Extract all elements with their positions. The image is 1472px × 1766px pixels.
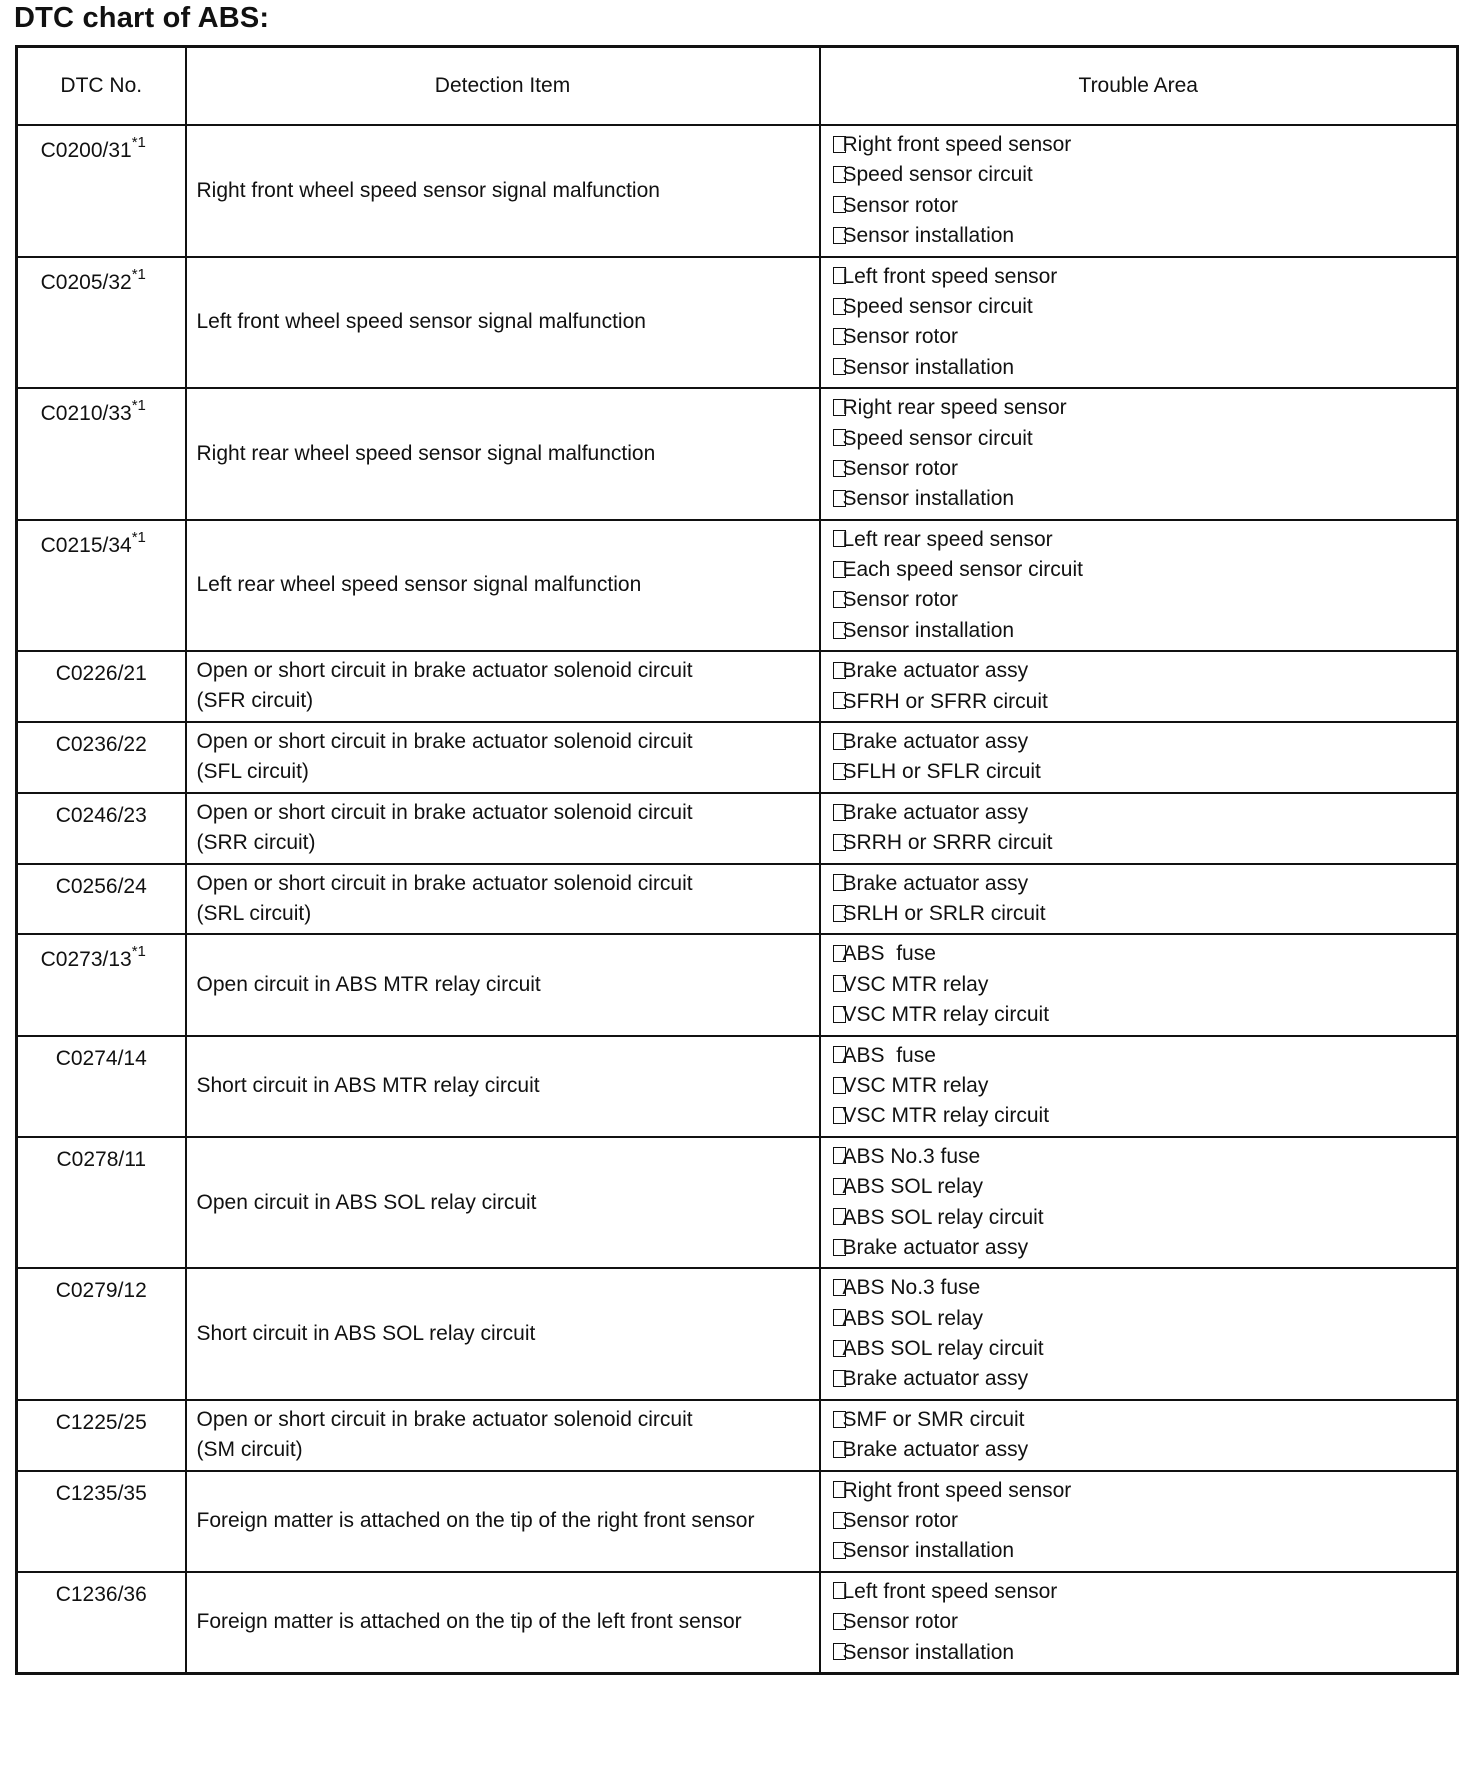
detection-item-line: Right rear wheel speed sensor signal malfunction xyxy=(196,441,656,465)
trouble-area-item xyxy=(833,130,1457,160)
dtc-code-text: C1236/36 xyxy=(55,1582,147,1606)
trouble-area-item xyxy=(833,393,1457,423)
dtc-code-text: C0246/23 xyxy=(55,803,147,827)
detection-item-cell xyxy=(186,125,820,257)
trouble-area-item xyxy=(833,160,1457,190)
dtc-code-text: C1235/35 xyxy=(55,1481,147,1505)
detection-item-cell xyxy=(186,1137,820,1269)
detection-item-cell xyxy=(186,1471,820,1572)
dtc-code-cell xyxy=(17,1572,186,1674)
detection-item-line: Open circuit in ABS SOL relay circuit xyxy=(196,1190,537,1214)
dtc-code-cell xyxy=(17,388,186,520)
trouble-area-text: VSC MTR relay circuit xyxy=(842,1104,1050,1128)
checkbox-square-icon xyxy=(833,1239,846,1256)
checkbox-square-icon xyxy=(833,1147,846,1164)
trouble-area-cell xyxy=(820,1572,1458,1674)
dtc-code-cell xyxy=(17,793,186,864)
trouble-area-item xyxy=(833,1304,1457,1334)
trouble-area-cell xyxy=(820,388,1458,520)
table-row xyxy=(17,1137,1458,1269)
footnote-marker: *1 xyxy=(131,397,146,415)
checkbox-square-icon xyxy=(833,945,846,962)
trouble-area-text: Brake actuator assy xyxy=(842,800,1029,824)
checkbox-square-icon xyxy=(833,1178,846,1195)
dtc-code-cell xyxy=(17,520,186,652)
checkbox-square-icon xyxy=(833,136,846,153)
table-row xyxy=(17,651,1458,722)
checkbox-square-icon xyxy=(833,1411,846,1428)
checkbox-square-icon xyxy=(833,692,846,709)
trouble-area-text: ABS SOL relay xyxy=(842,1306,983,1330)
table-row xyxy=(17,520,1458,652)
trouble-area-cell xyxy=(820,793,1458,864)
trouble-area-item xyxy=(833,1273,1457,1303)
trouble-area-text: Sensor rotor xyxy=(842,588,959,612)
checkbox-square-icon xyxy=(833,1481,846,1498)
trouble-area-text: Left front speed sensor xyxy=(842,264,1058,288)
trouble-area-text: SFRH or SFRR circuit xyxy=(842,689,1048,713)
dtc-code xyxy=(18,1269,185,1303)
trouble-area-item xyxy=(833,191,1457,221)
trouble-area-cell xyxy=(820,1400,1458,1471)
table-row xyxy=(17,257,1458,389)
detection-item-line: Short circuit in ABS SOL relay circuit xyxy=(196,1322,536,1346)
checkbox-square-icon xyxy=(833,298,846,315)
trouble-area-item xyxy=(833,1041,1457,1071)
detection-item-cell xyxy=(186,1036,820,1137)
checkbox-square-icon xyxy=(833,460,846,477)
trouble-area-item xyxy=(833,727,1457,757)
dtc-code-text: C0236/22 xyxy=(55,733,147,757)
trouble-area-text: Sensor installation xyxy=(842,1539,1015,1563)
dtc-code-text: C0226/21 xyxy=(55,662,147,686)
trouble-area-text: Sensor installation xyxy=(842,487,1015,511)
trouble-area-cell xyxy=(820,125,1458,257)
table-row xyxy=(17,934,1458,1035)
checkbox-square-icon xyxy=(833,1542,846,1559)
checkbox-square-icon xyxy=(833,227,846,244)
detection-item-line: (SRL circuit) xyxy=(196,901,312,925)
detection-item-line: (SFR circuit) xyxy=(196,689,314,713)
header-dtc-no: DTC No. xyxy=(17,47,186,126)
trouble-area-text: Brake actuator assy xyxy=(842,659,1029,683)
checkbox-square-icon xyxy=(833,1340,846,1357)
dtc-code xyxy=(18,389,185,426)
trouble-area-item xyxy=(833,1506,1457,1536)
trouble-area-text: Right rear speed sensor xyxy=(842,396,1067,420)
trouble-area-text: ABS No.3 fuse xyxy=(842,1144,981,1168)
table-row xyxy=(17,388,1458,520)
checkbox-square-icon xyxy=(833,763,846,780)
trouble-area-item xyxy=(833,1476,1457,1506)
dtc-code-cell xyxy=(17,125,186,257)
table-row xyxy=(17,1036,1458,1137)
checkbox-square-icon xyxy=(833,196,846,213)
detection-item-line: Right front wheel speed sensor signal malfunction xyxy=(196,178,660,202)
trouble-area-cell xyxy=(820,934,1458,1035)
trouble-area-cell xyxy=(820,1268,1458,1400)
detection-item-cell xyxy=(186,388,820,520)
detection-item-cell xyxy=(186,520,820,652)
detection-item-line: Left front wheel speed sensor signal malfunction xyxy=(196,310,646,334)
dtc-code-text: C0256/24 xyxy=(55,874,147,898)
header-trouble-area: Trouble Area xyxy=(820,47,1458,126)
detection-item-line: (SFL circuit) xyxy=(196,760,309,784)
trouble-area-text: Right front speed sensor xyxy=(842,133,1072,156)
detection-item-cell xyxy=(186,864,820,935)
dtc-code-cell xyxy=(17,1268,186,1400)
footnote-marker: *1 xyxy=(131,528,146,546)
dtc-table xyxy=(15,45,1459,1675)
checkbox-square-icon xyxy=(833,490,846,507)
trouble-area-item xyxy=(833,939,1457,969)
trouble-area-text: Sensor installation xyxy=(842,355,1015,379)
trouble-area-text: Sensor rotor xyxy=(842,1509,959,1533)
footnote-marker: *1 xyxy=(131,265,146,283)
dtc-code-cell xyxy=(17,651,186,722)
checkbox-square-icon xyxy=(833,834,846,851)
trouble-area-text: Speed sensor circuit xyxy=(842,163,1033,187)
detection-item-cell xyxy=(186,934,820,1035)
trouble-area-item xyxy=(833,1071,1457,1101)
checkbox-square-icon xyxy=(833,804,846,821)
checkbox-square-icon xyxy=(833,975,846,992)
trouble-area-cell xyxy=(820,520,1458,652)
trouble-area-text: Brake actuator assy xyxy=(842,730,1029,754)
checkbox-square-icon xyxy=(833,1643,846,1660)
trouble-area-text: ABS SOL relay xyxy=(842,1175,983,1199)
dtc-code xyxy=(18,723,185,757)
checkbox-square-icon xyxy=(833,328,846,345)
trouble-area-text: Sensor installation xyxy=(842,1640,1015,1664)
trouble-area-item xyxy=(833,687,1457,717)
trouble-area-item xyxy=(833,798,1457,828)
trouble-area-item xyxy=(833,1142,1457,1172)
trouble-area-text: SFLH or SFLR circuit xyxy=(842,760,1041,784)
dtc-code-cell xyxy=(17,934,186,1035)
checkbox-square-icon xyxy=(833,429,846,446)
trouble-area-item xyxy=(833,1405,1457,1435)
dtc-code-text: C0274/14 xyxy=(55,1046,147,1070)
checkbox-square-icon xyxy=(833,905,846,922)
detection-item-line: Foreign matter is attached on the tip of the right front sensor xyxy=(196,1509,755,1533)
dtc-code-cell xyxy=(17,864,186,935)
trouble-area-text: ABS SOL relay circuit xyxy=(842,1337,1044,1361)
checkbox-square-icon xyxy=(833,1208,846,1225)
checkbox-square-icon xyxy=(833,358,846,375)
checkbox-square-icon xyxy=(833,1107,846,1124)
dtc-code-cell xyxy=(17,257,186,389)
detection-item-line: Open or short circuit in brake actuator solenoid circuit xyxy=(196,1407,693,1431)
checkbox-square-icon xyxy=(833,1006,846,1023)
checkbox-square-icon xyxy=(833,1046,846,1063)
trouble-area-text: ABS SOL relay circuit xyxy=(842,1205,1044,1229)
trouble-area-item xyxy=(833,1203,1457,1233)
trouble-area-item xyxy=(833,970,1457,1000)
trouble-area-item xyxy=(833,1577,1457,1607)
detection-item-line: Open or short circuit in brake actuator solenoid circuit xyxy=(196,659,693,683)
trouble-area-item xyxy=(833,1334,1457,1364)
detection-item-line: Short circuit in ABS MTR relay circuit xyxy=(196,1074,540,1098)
trouble-area-item xyxy=(833,292,1457,322)
detection-item-cell xyxy=(186,793,820,864)
trouble-area-text: Brake actuator assy xyxy=(842,1367,1029,1391)
table-row xyxy=(17,793,1458,864)
checkbox-square-icon xyxy=(833,530,846,547)
checkbox-square-icon xyxy=(833,561,846,578)
trouble-area-item xyxy=(833,1000,1457,1030)
dtc-code-text: C0279/12 xyxy=(55,1279,147,1303)
dtc-code xyxy=(18,1401,185,1435)
trouble-area-cell xyxy=(820,1036,1458,1137)
checkbox-square-icon xyxy=(833,1309,846,1326)
trouble-area-text: Brake actuator assy xyxy=(842,871,1029,895)
table-row xyxy=(17,125,1458,257)
dtc-code-text: C0200/31 xyxy=(40,139,132,162)
dtc-code xyxy=(18,258,185,295)
trouble-area-item xyxy=(833,1172,1457,1202)
trouble-area-item xyxy=(833,1638,1457,1668)
checkbox-square-icon xyxy=(833,622,846,639)
trouble-area-cell xyxy=(820,722,1458,793)
trouble-area-item xyxy=(833,424,1457,454)
trouble-area-cell xyxy=(820,257,1458,389)
trouble-area-item xyxy=(833,1101,1457,1131)
checkbox-square-icon xyxy=(833,662,846,679)
dtc-code-text: C0210/33 xyxy=(40,402,132,426)
trouble-area-item xyxy=(833,757,1457,787)
trouble-area-item xyxy=(833,1607,1457,1637)
trouble-area-item xyxy=(833,869,1457,899)
detection-item-line: Foreign matter is attached on the tip of the left front sensor xyxy=(196,1610,742,1634)
trouble-area-text: Sensor rotor xyxy=(842,193,959,217)
trouble-area-item xyxy=(833,353,1457,383)
detection-item-cell xyxy=(186,722,820,793)
trouble-area-text: Brake actuator assy xyxy=(842,1438,1029,1462)
trouble-area-text: Each speed sensor circuit xyxy=(842,558,1083,582)
dtc-code-text: C1225/25 xyxy=(55,1410,147,1434)
dtc-code-text: C0215/34 xyxy=(40,533,132,557)
trouble-area-item xyxy=(833,1364,1457,1394)
dtc-code-text: C0278/11 xyxy=(56,1147,147,1171)
trouble-area-cell xyxy=(820,1471,1458,1572)
trouble-area-text: VSC MTR relay xyxy=(842,1073,989,1097)
trouble-area-text: ABS fuse xyxy=(842,942,936,966)
trouble-area-text: ABS No.3 fuse xyxy=(842,1276,981,1300)
detection-item-cell xyxy=(186,1400,820,1471)
detection-item-line: Left rear wheel speed sensor signal malfunction xyxy=(196,573,642,597)
trouble-area-text: SRRH or SRRR circuit xyxy=(842,831,1053,855)
detection-item-line: Open or short circuit in brake actuator solenoid circuit xyxy=(196,871,693,895)
trouble-area-item xyxy=(833,1233,1457,1263)
checkbox-square-icon xyxy=(833,1279,846,1296)
footnote-marker: *1 xyxy=(131,943,146,961)
dtc-code xyxy=(18,1573,185,1607)
dtc-code xyxy=(18,521,185,558)
table-row xyxy=(17,1471,1458,1572)
detection-item-line: (SRR circuit) xyxy=(196,830,316,854)
trouble-area-text: Sensor installation xyxy=(842,618,1015,642)
trouble-area-cell xyxy=(820,1137,1458,1269)
checkbox-square-icon xyxy=(833,874,846,891)
trouble-area-item xyxy=(833,616,1457,646)
trouble-area-text: SRLH or SRLR circuit xyxy=(842,901,1046,925)
trouble-area-text: Left front speed sensor xyxy=(842,1579,1058,1603)
trouble-area-text: Sensor rotor xyxy=(842,456,959,480)
checkbox-square-icon xyxy=(833,166,846,183)
table-header-row xyxy=(17,47,1458,126)
table-row xyxy=(17,1400,1458,1471)
checkbox-square-icon xyxy=(833,591,846,608)
detection-item-cell xyxy=(186,1572,820,1674)
detection-item-cell xyxy=(186,1268,820,1400)
detection-item-line: (SM circuit) xyxy=(196,1437,303,1461)
trouble-area-text: Sensor rotor xyxy=(842,325,959,349)
detection-item-cell xyxy=(186,257,820,389)
dtc-code-cell xyxy=(17,722,186,793)
trouble-area-text: Sensor installation xyxy=(842,224,1015,248)
dtc-code xyxy=(18,1037,185,1071)
table-row xyxy=(17,722,1458,793)
table-row xyxy=(17,1268,1458,1400)
trouble-area-item xyxy=(833,322,1457,352)
header-detection-item: Detection Item xyxy=(186,47,820,126)
dtc-code-cell xyxy=(17,1036,186,1137)
checkbox-square-icon xyxy=(833,1441,846,1458)
table-row xyxy=(17,864,1458,935)
dtc-code xyxy=(18,652,185,686)
dtc-code-cell xyxy=(17,1471,186,1572)
trouble-area-text: Right front speed sensor xyxy=(842,1478,1072,1502)
dtc-code xyxy=(18,865,185,899)
checkbox-square-icon xyxy=(833,1613,846,1630)
dtc-code-cell xyxy=(17,1400,186,1471)
trouble-area-item xyxy=(833,828,1457,858)
checkbox-square-icon xyxy=(833,733,846,750)
trouble-area-item xyxy=(833,454,1457,484)
table-body xyxy=(17,125,1458,1673)
trouble-area-text: ABS fuse xyxy=(842,1043,936,1067)
dtc-code xyxy=(18,1472,185,1506)
trouble-area-item xyxy=(833,525,1457,555)
dtc-code-cell xyxy=(17,1137,186,1269)
trouble-area-item xyxy=(833,262,1457,292)
trouble-area-item xyxy=(833,221,1457,251)
trouble-area-text: Left rear speed sensor xyxy=(842,527,1053,551)
dtc-code xyxy=(18,794,185,828)
checkbox-square-icon xyxy=(833,1077,846,1094)
trouble-area-cell xyxy=(820,651,1458,722)
dtc-code xyxy=(18,1138,185,1172)
trouble-area-text: Speed sensor circuit xyxy=(842,426,1033,450)
checkbox-square-icon xyxy=(833,267,846,284)
dtc-code-text: C0273/13 xyxy=(40,948,132,972)
detection-item-line: Open circuit in ABS MTR relay circuit xyxy=(196,972,541,996)
table-row xyxy=(17,1572,1458,1674)
trouble-area-item xyxy=(833,585,1457,615)
detection-item-cell xyxy=(186,651,820,722)
trouble-area-item xyxy=(833,656,1457,686)
checkbox-square-icon xyxy=(833,1582,846,1599)
trouble-area-item xyxy=(833,1536,1457,1566)
detection-item-line: Open or short circuit in brake actuator solenoid circuit xyxy=(196,730,693,754)
trouble-area-item xyxy=(833,1435,1457,1465)
detection-item-line: Open or short circuit in brake actuator solenoid circuit xyxy=(196,800,693,824)
page-title: DTC chart of ABS: xyxy=(14,2,270,34)
trouble-area-text: SMF or SMR circuit xyxy=(842,1407,1025,1431)
dtc-code-text: C0205/32 xyxy=(40,270,132,294)
trouble-area-item xyxy=(833,555,1457,585)
trouble-area-cell xyxy=(820,864,1458,935)
footnote-marker: *1 xyxy=(131,134,146,151)
trouble-area-text: VSC MTR relay circuit xyxy=(842,1003,1050,1027)
checkbox-square-icon xyxy=(833,1370,846,1387)
dtc-code xyxy=(18,935,185,972)
dtc-code xyxy=(18,126,185,163)
trouble-area-item xyxy=(833,484,1457,514)
trouble-area-text: Brake actuator assy xyxy=(842,1235,1029,1259)
trouble-area-text: Speed sensor circuit xyxy=(842,294,1033,318)
trouble-area-item xyxy=(833,899,1457,929)
checkbox-square-icon xyxy=(833,399,846,416)
trouble-area-text: VSC MTR relay xyxy=(842,972,989,996)
trouble-area-text: Sensor rotor xyxy=(842,1610,959,1634)
checkbox-square-icon xyxy=(833,1512,846,1529)
